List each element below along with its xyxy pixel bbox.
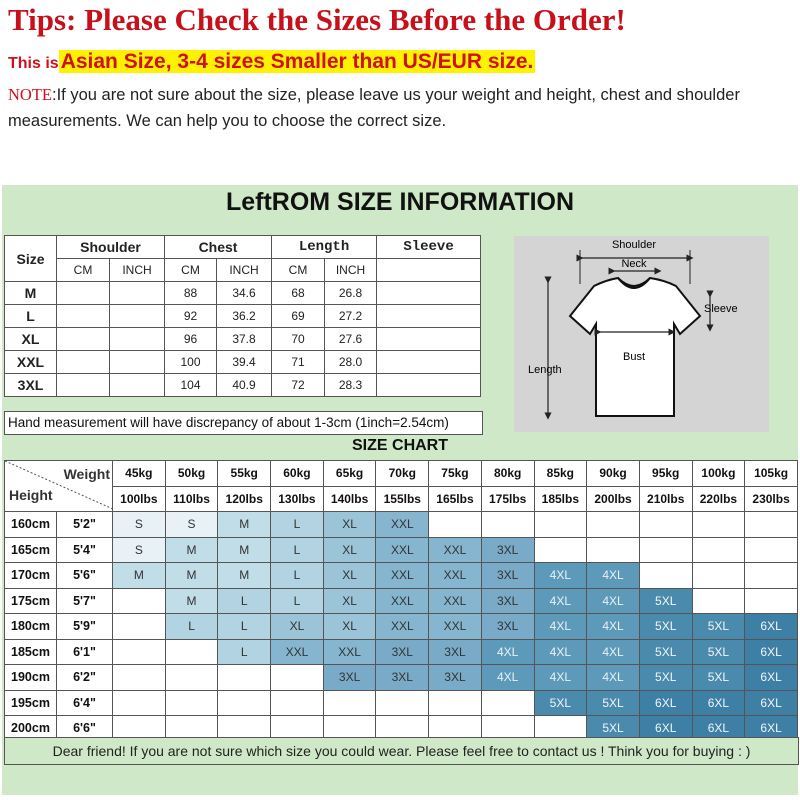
height-ft: 5'9" [57,614,113,640]
size-chart-row [5,665,798,691]
measure-chest-cm: 100 [165,351,217,374]
size-cell [113,690,166,716]
size-cell: S [113,537,166,563]
diagram-neck-label: Neck [621,258,647,270]
unit-cm: CM [165,259,217,282]
size-cell: 6XL [745,690,798,716]
size-cell: M [165,588,218,614]
unit-cm: CM [272,259,325,282]
height-cm: 190cm [5,665,57,691]
size-label: XXL [5,351,57,374]
size-cell: XXL [429,614,482,640]
size-cell: S [165,512,218,538]
measure-sleeve [377,328,481,351]
tshirt-measurement-diagram [514,236,769,432]
size-chart-row [5,563,798,589]
size-cell [481,512,534,538]
size-info-title: LeftROM SIZE INFORMATION [225,188,575,216]
measure-length-in: 26.8 [325,282,377,305]
size-cell [481,690,534,716]
measure-sleeve [377,374,481,397]
weight-label: Weight [63,466,110,482]
size-cell: 6XL [745,716,798,742]
diagram-shoulder-label: Shoulder [611,239,657,251]
size-cell: 4XL [534,563,587,589]
height-cm: 180cm [5,614,57,640]
size-cell [429,690,482,716]
size-cell: 4XL [587,639,640,665]
size-cell [534,537,587,563]
size-cell: 6XL [692,716,745,742]
note-text [8,82,798,134]
weight-lbs: 130lbs [271,486,324,512]
weight-kg: 105kg [745,461,798,487]
size-cell [165,665,218,691]
size-cell: M [165,537,218,563]
unit-inch: INCH [110,259,165,282]
weight-lbs: 120lbs [218,486,271,512]
size-info-row [5,351,481,374]
size-cell: 5XL [639,614,692,640]
height-cm: 170cm [5,563,57,589]
size-cell: 4XL [534,665,587,691]
length-header: Length [272,236,377,259]
size-cell: 5XL [692,614,745,640]
height-ft: 5'2" [57,512,113,538]
size-cell [165,639,218,665]
measure-length-in: 27.6 [325,328,377,351]
size-cell [534,512,587,538]
size-cell: XXL [376,563,429,589]
size-cell [271,665,324,691]
size-cell: M [218,537,271,563]
size-cell: 4XL [481,665,534,691]
measure-chest-in: 39.4 [217,351,272,374]
size-cell: L [218,639,271,665]
measure-shoulder-cm [57,351,110,374]
note-body: :If you are not sure about the size, please leave us your weight and height, chest and shoulder measurements. We can help you to choose the correct size. [8,86,740,130]
weight-lbs: 200lbs [587,486,640,512]
size-cell: 6XL [639,716,692,742]
measure-shoulder-in [110,282,165,305]
measure-shoulder-cm [57,305,110,328]
size-chart-row [5,690,798,716]
measure-chest-cm: 88 [165,282,217,305]
weight-lbs: 100lbs [113,486,166,512]
chest-header: Chest [165,236,272,259]
measure-shoulder-cm [57,374,110,397]
weight-kg: 50kg [165,461,218,487]
weight-kg: 95kg [639,461,692,487]
height-ft: 6'2" [57,665,113,691]
size-cell: XXL [429,588,482,614]
size-cell: 6XL [745,665,798,691]
measure-length-cm: 72 [272,374,325,397]
size-cell [271,690,324,716]
weight-kg: 60kg [271,461,324,487]
size-info-row [5,328,481,351]
size-cell: M [165,563,218,589]
size-cell: XXL [323,639,376,665]
size-cell: L [165,614,218,640]
size-cell [218,690,271,716]
measure-length-cm: 71 [272,351,325,374]
size-label: XL [5,328,57,351]
tips-title: Tips: Please Check the Sizes Before the Order! [8,2,626,37]
measure-chest-cm: 92 [165,305,217,328]
size-cell: 4XL [534,614,587,640]
size-cell [429,512,482,538]
size-info-row [5,282,481,305]
size-cell: 3XL [481,563,534,589]
size-cell: XXL [376,537,429,563]
measure-chest-cm: 96 [165,328,217,351]
height-label: Height [9,487,53,503]
size-cell: 4XL [587,563,640,589]
size-cell [218,665,271,691]
size-cell [587,512,640,538]
size-cell [745,512,798,538]
weight-kg: 90kg [587,461,640,487]
asian-size-line [8,50,535,74]
note-label: NOTE [8,85,52,104]
weight-kg: 85kg [534,461,587,487]
size-cell [113,614,166,640]
height-cm: 185cm [5,639,57,665]
size-cell: XL [323,512,376,538]
size-cell: XL [323,563,376,589]
size-chart-row [5,639,798,665]
size-cell [165,690,218,716]
size-cell [745,537,798,563]
size-cell: L [271,588,324,614]
size-cell: XXL [376,614,429,640]
size-cell: M [113,563,166,589]
size-cell: 3XL [376,639,429,665]
measure-length-cm: 70 [272,328,325,351]
size-cell: 5XL [692,665,745,691]
size-cell: L [271,537,324,563]
size-cell: 4XL [587,665,640,691]
size-cell: XXL [271,639,324,665]
measure-shoulder-in [110,328,165,351]
weight-lbs: 220lbs [692,486,745,512]
measure-chest-in: 40.9 [217,374,272,397]
height-ft: 5'6" [57,563,113,589]
size-cell: 3XL [429,639,482,665]
weight-kg: 80kg [481,461,534,487]
height-ft: 5'7" [57,588,113,614]
size-cell [376,690,429,716]
size-cell: XXL [376,588,429,614]
size-cell [692,512,745,538]
size-cell: 3XL [429,665,482,691]
size-cell: 6XL [745,614,798,640]
size-cell [323,690,376,716]
size-cell: 5XL [534,690,587,716]
size-cell: 5XL [639,665,692,691]
size-cell [692,588,745,614]
measure-sleeve [377,351,481,374]
size-cell: 6XL [745,639,798,665]
measure-shoulder-cm [57,328,110,351]
diagram-length-label: Length [528,364,562,376]
weight-lbs: 140lbs [323,486,376,512]
size-cell: 3XL [481,537,534,563]
size-label: L [5,305,57,328]
measure-chest-cm: 104 [165,374,217,397]
size-chart-row [5,537,798,563]
unit-inch: INCH [217,259,272,282]
size-cell: XXL [376,512,429,538]
measure-chest-in: 37.8 [217,328,272,351]
size-cell: XXL [429,563,482,589]
weight-kg: 100kg [692,461,745,487]
size-header: Size [5,236,57,282]
size-cell [745,588,798,614]
height-cm: 160cm [5,512,57,538]
size-chart-title: SIZE CHART [352,437,448,454]
unit-inch: INCH [325,259,377,282]
size-cell: 5XL [692,639,745,665]
measure-shoulder-in [110,351,165,374]
weight-kg: 65kg [323,461,376,487]
weight-lbs: 230lbs [745,486,798,512]
size-cell: XL [323,537,376,563]
measure-shoulder-cm [57,282,110,305]
size-cell: XL [323,614,376,640]
size-cell: 6XL [639,690,692,716]
size-cell: XL [323,588,376,614]
measure-length-in: 28.3 [325,374,377,397]
weight-kg: 55kg [218,461,271,487]
measure-chest-in: 34.6 [217,282,272,305]
measure-sleeve [377,282,481,305]
weight-kg: 70kg [376,461,429,487]
diagram-sleeve-label: Sleeve [704,303,738,315]
size-cell: M [218,512,271,538]
height-cm: 195cm [5,690,57,716]
height-ft: 6'4" [57,690,113,716]
size-cell: 5XL [639,588,692,614]
measure-length-cm: 69 [272,305,325,328]
measure-shoulder-in [110,305,165,328]
size-cell: S [113,512,166,538]
size-cell: XXL [429,537,482,563]
size-cell [639,512,692,538]
weight-lbs: 165lbs [429,486,482,512]
sleeve-header: Sleeve [377,236,481,259]
size-cell: 4XL [587,588,640,614]
weight-lbs: 110lbs [165,486,218,512]
size-cell [113,639,166,665]
size-cell: 4XL [587,614,640,640]
weight-lbs: 185lbs [534,486,587,512]
unit-cm: CM [57,259,110,282]
size-cell: L [271,563,324,589]
size-label: M [5,282,57,305]
size-cell: 3XL [323,665,376,691]
size-cell [692,537,745,563]
tshirt-measurement-icon [514,236,769,432]
size-cell: 5XL [587,690,640,716]
size-cell [587,537,640,563]
height-ft: 6'1" [57,639,113,665]
size-cell: 4XL [481,639,534,665]
shoulder-header: Shoulder [57,236,165,259]
height-cm: 200cm [5,716,57,742]
hand-measurement-note: Hand measurement will have discrepancy of about 1-3cm (1inch=2.54cm) [4,411,483,435]
size-cell: 6XL [692,690,745,716]
weight-lbs: 155lbs [376,486,429,512]
size-cell: L [271,512,324,538]
footer-message: Dear friend! If you are not sure which size you could wear. Please feel free to contact us ! Think you for buying : ) [4,737,799,765]
size-cell: 4XL [534,639,587,665]
weight-kg: 75kg [429,461,482,487]
size-info-table [4,235,481,397]
diagram-bust-label: Bust [622,351,646,363]
size-chart-table [4,460,798,742]
size-cell [113,665,166,691]
size-cell: 4XL [534,588,587,614]
measure-length-in: 28.0 [325,351,377,374]
size-cell: L [218,588,271,614]
size-cell: 5XL [639,639,692,665]
size-info-row [5,374,481,397]
measure-sleeve [377,305,481,328]
measure-chest-in: 36.2 [217,305,272,328]
weight-lbs: 175lbs [481,486,534,512]
size-cell [639,563,692,589]
size-info-row [5,305,481,328]
sleeve-unit-cell [377,259,481,282]
size-cell: L [218,614,271,640]
size-cell: 3XL [481,588,534,614]
size-cell: M [218,563,271,589]
size-cell [113,588,166,614]
asian-prefix: This is [8,55,59,72]
size-chart-row [5,512,798,538]
measure-shoulder-in [110,374,165,397]
height-ft: 6'6" [57,716,113,742]
measure-length-cm: 68 [272,282,325,305]
weight-kg: 45kg [113,461,166,487]
asian-highlight: Asian Size, 3-4 sizes Smaller than US/EUR size. [60,50,534,73]
size-cell: 3XL [376,665,429,691]
size-label: 3XL [5,374,57,397]
size-cell: 3XL [481,614,534,640]
size-cell: 5XL [587,716,640,742]
height-cm: 165cm [5,537,57,563]
size-cell [692,563,745,589]
weight-height-corner [5,461,113,512]
weight-lbs: 210lbs [639,486,692,512]
height-ft: 5'4" [57,537,113,563]
size-cell [639,537,692,563]
size-chart-row [5,588,798,614]
size-chart-row [5,614,798,640]
height-cm: 175cm [5,588,57,614]
measure-length-in: 27.2 [325,305,377,328]
size-cell: XL [271,614,324,640]
size-cell [745,563,798,589]
